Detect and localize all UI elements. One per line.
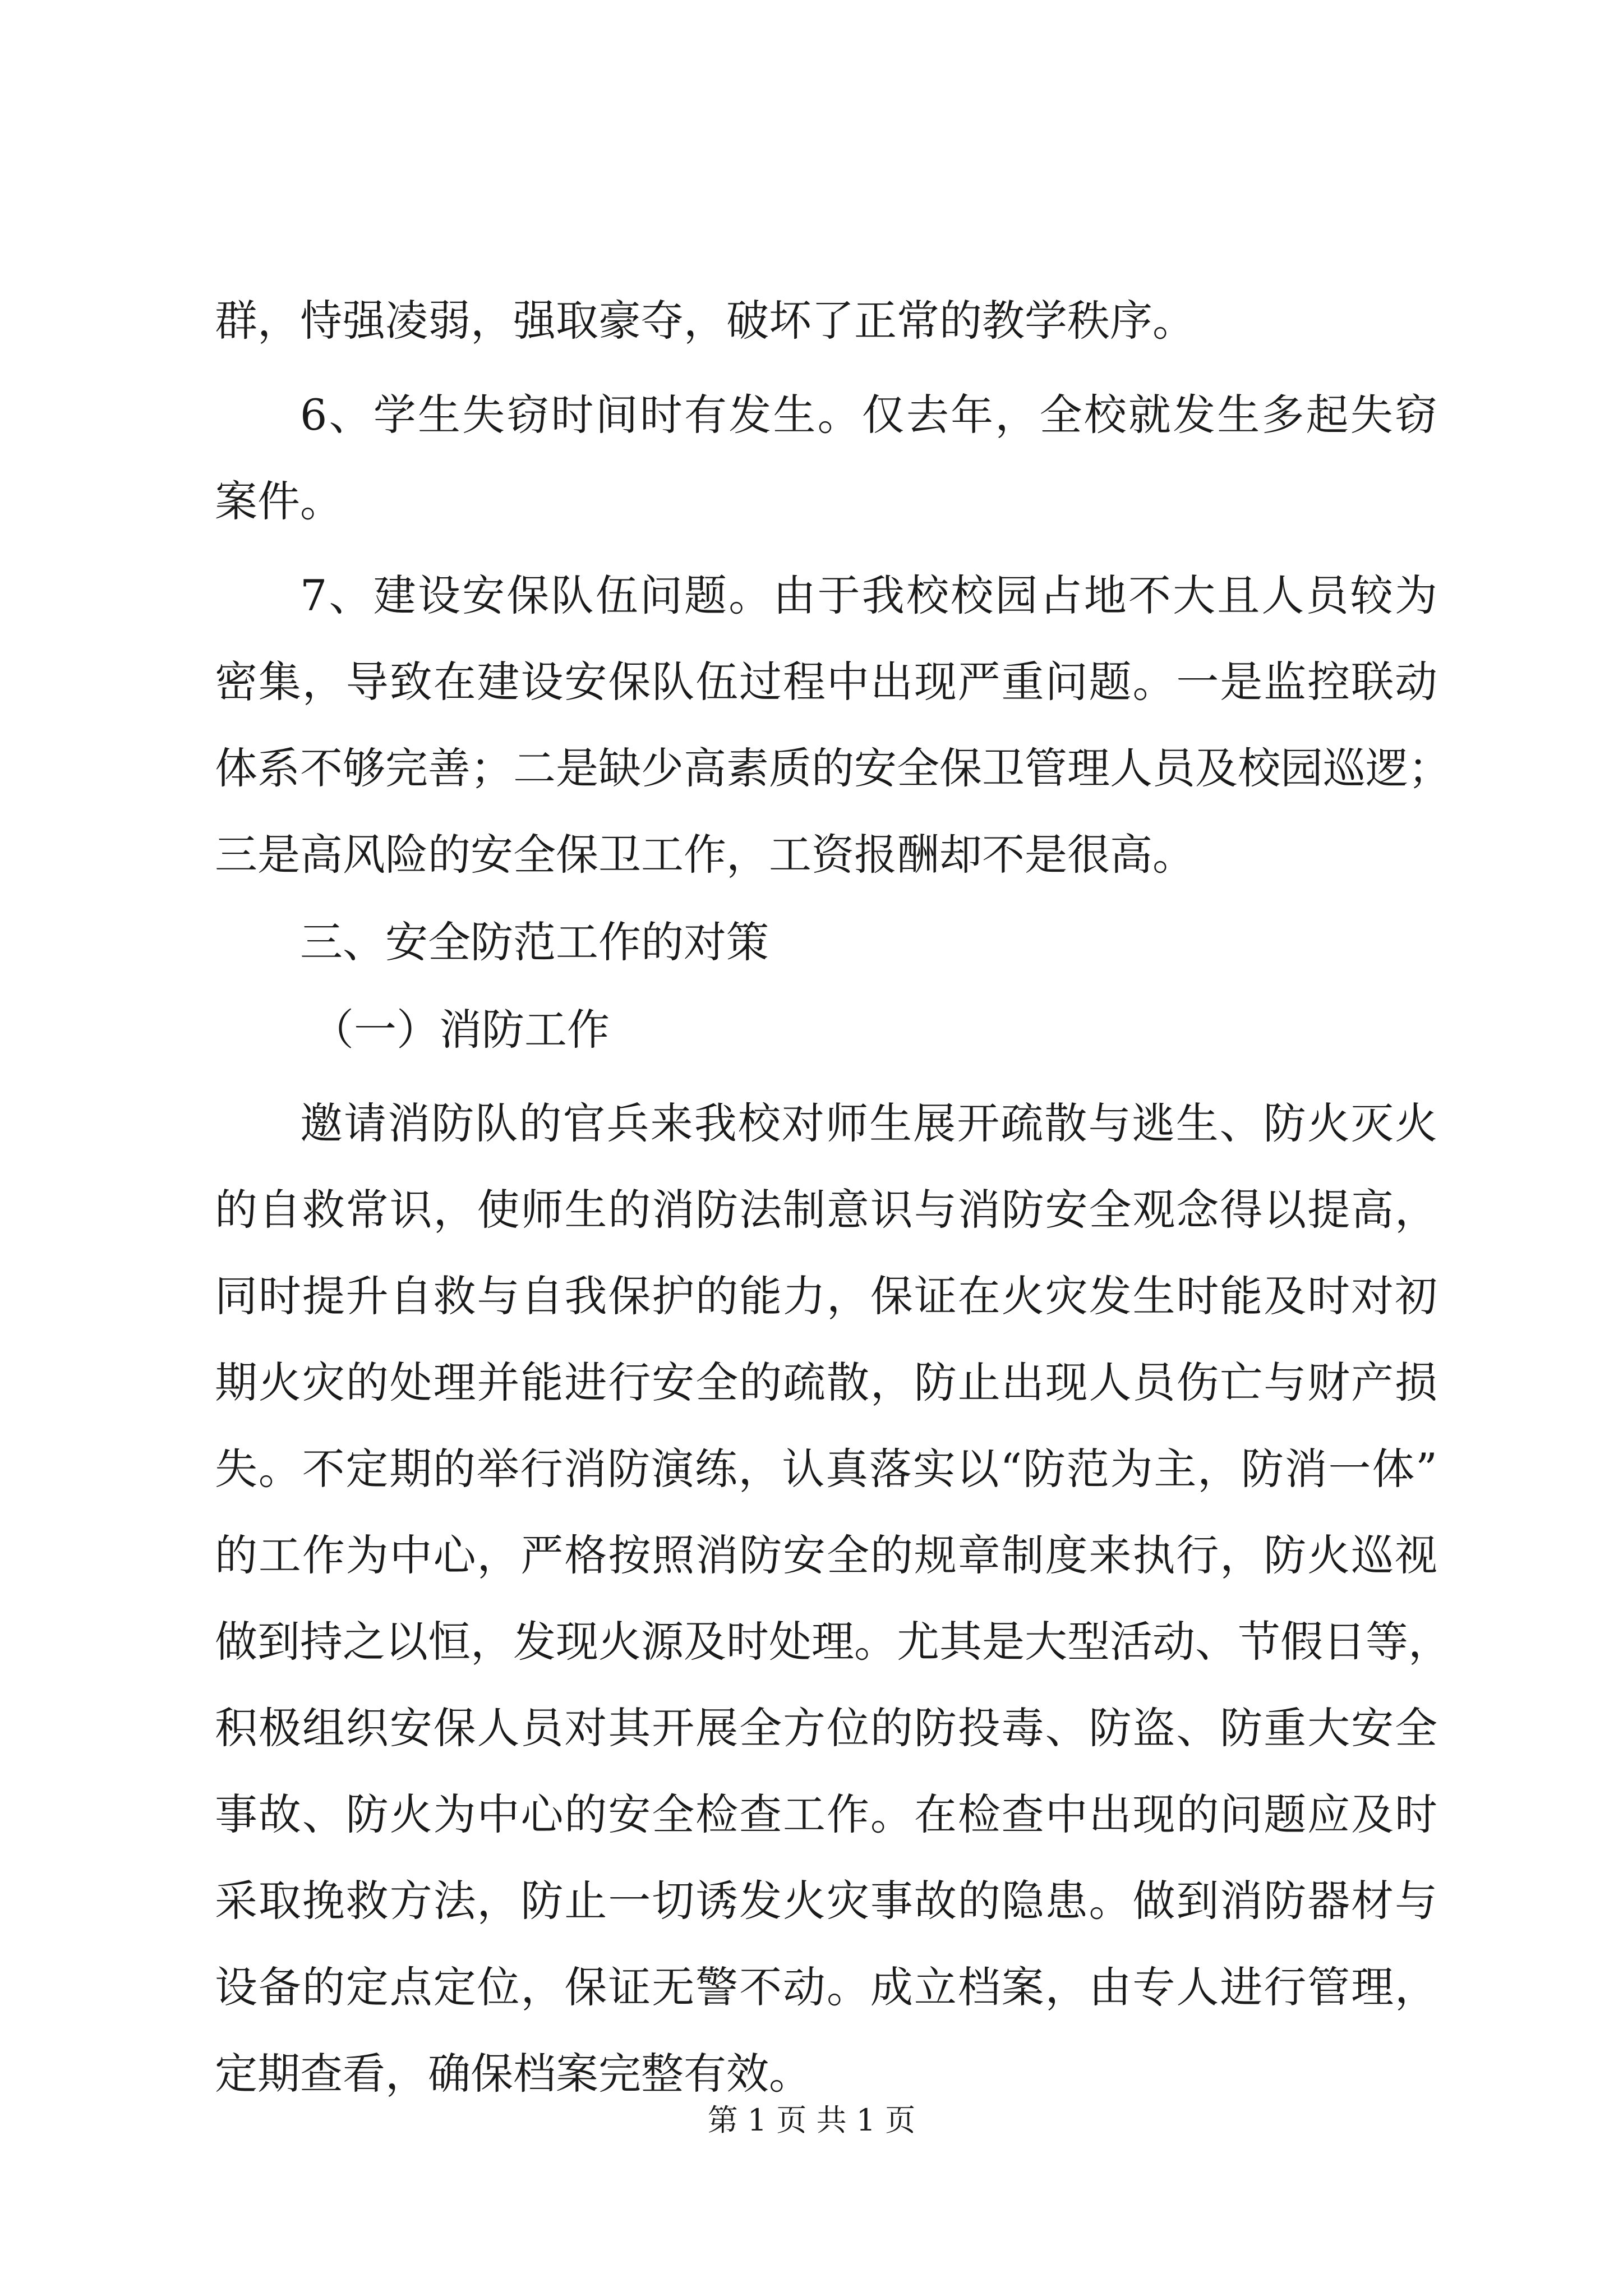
- text-line: 积极组织安保人员对其开展全方位的防投毒、防盗、防重大安全: [215, 1703, 1437, 1753]
- text-line: 事故、防火为中心的安全检查工作。在检查中出现的问题应及时: [215, 1789, 1437, 1839]
- text-line: 7、建设安保队伍问题。由于我校校园占地不大且人员较为: [300, 570, 1437, 620]
- text-line: 案件。: [215, 476, 343, 526]
- text-line: 失。不定期的举行消防演练，认真落实以“防范为主，防消一体”: [215, 1444, 1437, 1494]
- text-line: 采取挽救方法，防止一切诱发火灾事故的隐患。做到消防器材与: [215, 1876, 1437, 1926]
- text-line: 做到持之以恒，发现火源及时处理。尤其是大型活动、节假日等，: [215, 1617, 1451, 1667]
- text-line: 的自救常识，使师生的消防法制意识与消防安全观念得以提高，: [215, 1185, 1437, 1235]
- text-line: 定期查看，确保档案完整有效。: [215, 2049, 811, 2099]
- text-line: 邀请消防队的官兵来我校对师生展开疏散与逃生、防火灭火: [300, 1098, 1437, 1148]
- page-footer: 第 1 页 共 1 页: [707, 2102, 916, 2138]
- text-line: 同时提升自救与自我保护的能力，保证在火灾发生时能及时对初: [215, 1271, 1437, 1321]
- text-line: 密集，导致在建设安保队伍过程中出现严重问题。一是监控联动: [215, 657, 1437, 707]
- subsection-heading: （一）消防工作: [311, 1005, 610, 1055]
- text-line: 期火灾的处理并能进行安全的疏散，防止出现人员伤亡与财产损: [215, 1358, 1437, 1407]
- text-line: 三是高风险的安全保卫工作，工资报酬却不是很高。: [215, 830, 1195, 880]
- text-line: 体系不够完善；二是缺少高素质的安全保卫管理人员及校园巡逻；: [215, 743, 1451, 793]
- text-line: 设备的定点定位，保证无警不动。成立档案，由专人进行管理，: [215, 1962, 1437, 2012]
- text-line: 的工作为中心，严格按照消防安全的规章制度来执行，防火巡视: [215, 1530, 1437, 1580]
- text-line: 6、学生失窃时间时有发生。仅去年，全校就发生多起失窃: [300, 390, 1437, 440]
- section-heading: 三、安全防范工作的对策: [300, 917, 769, 967]
- text-line: 群，恃强凌弱，强取豪夺，破坏了正常的教学秩序。: [215, 296, 1195, 346]
